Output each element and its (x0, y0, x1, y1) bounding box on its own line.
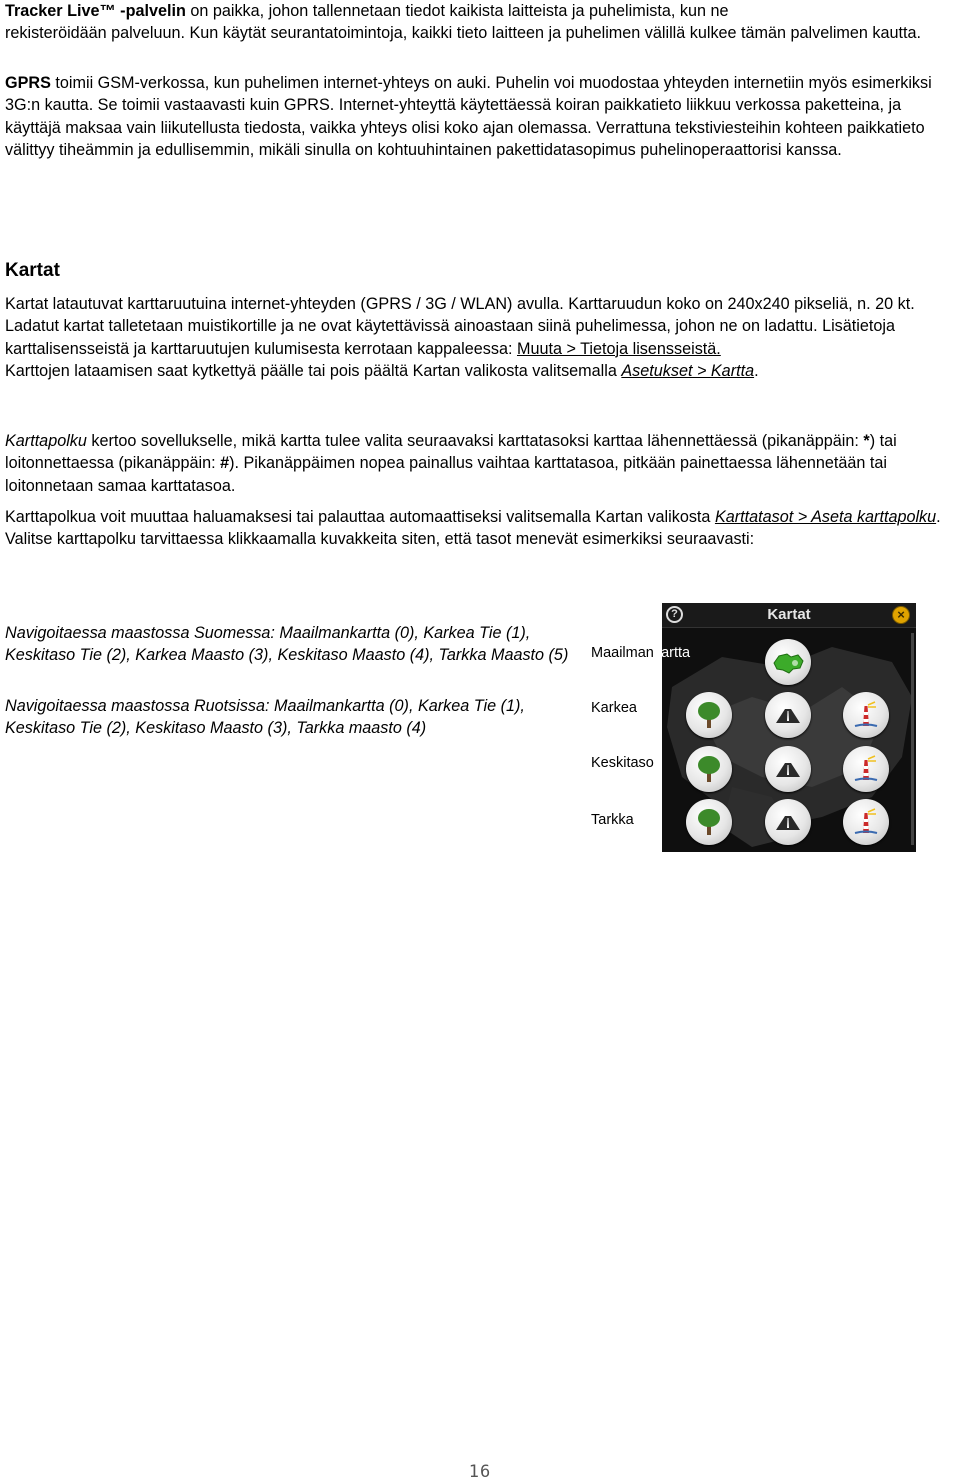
world-map-button[interactable] (765, 639, 811, 685)
paragraph-tracker-live (5, 0, 957, 45)
term-karttapolku: Karttapolku (5, 432, 87, 450)
phone-scrollbar[interactable] (911, 633, 914, 845)
phone-screenshot-kartat (662, 603, 916, 852)
label-maailm-part-a: Maailman (591, 645, 654, 661)
key-star: * (863, 432, 870, 450)
paragraph-gprs (5, 72, 957, 162)
nav-example-text: Navigoitaessa maastossa Suomessa: Maailmankartta (0), Karkea Tie (1), Keskitaso Tie (2), Karkea Maasto (3), Keskitaso Maasto (4), Tarkka Maasto (5) (5, 624, 569, 665)
paragraph-karttapolku (5, 430, 957, 497)
karttapolku-text-3: ). Pikanäppäimen nopea painallus vaihtaa karttatasoa, pitkään painettaessa lähennetään tai loitonnetaan samaa karttatasoa. (5, 454, 887, 495)
link-aseta-karttapolku[interactable]: Karttatasot > Aseta karttapolku (714, 508, 937, 526)
lighthouse-icon (843, 692, 889, 738)
heading-kartat: Kartat (5, 260, 60, 281)
tarkka-lighthouse-button[interactable] (843, 799, 889, 845)
karttapolku-text-2: ) tai loitonnettaessa (pikanäppäin: (5, 432, 897, 473)
link-tietoja-lisensseista[interactable]: Muuta > Tietoja lisensseistä. (516, 339, 721, 358)
lighthouse-icon (843, 799, 889, 845)
karkea-lighthouse-button[interactable] (843, 692, 889, 738)
gprs-text: toimii GSM-verkossa, kun puhelimen internet-yhteys on auki. Puhelin voi muodostaa yhteyden internetiin myös esimerkiksi 3G:n kautta. Se toimii vastaavasti kuin GPRS. Internet-yhteyttä käytettäessä koiran paikkatieto liikkuu verkossa paketteina, ja käyttäjä maksaa vain liikutellusta tiedosta, vaikka yhteys olisi koko ajan olemassa. Verrattuna tekstiviesteihin kohteen paikkatieto välittyy tiheämmin ja edullisemmin, mikäli sinulla on kohtuuhintainen pakettidatasopimus puhelinoperaattorisi kanssa. (5, 74, 932, 160)
close-icon[interactable]: × (892, 606, 910, 624)
label-maailm-part-b: kartta (653, 645, 691, 661)
phone-title: Kartat (767, 606, 811, 623)
kartat-text-1: Kartat latautuvat karttaruutuina internet-yhteyden (GPRS / 3G / WLAN) avulla. Karttaruudun koko on 240x240 pikseliä, n. 20 kt. Ladatut kartat talletetaan muistikortille ja ne ovat käytettävissä ainoastaan siinä puhelimessa, johon ne on ladattu. Lisätietoja karttalisensseistä ja karttaruutujen kulumisesta kerrotaan kappaleessa: (5, 295, 915, 358)
road-icon (765, 692, 811, 738)
term-gprs: GPRS (5, 74, 51, 92)
lighthouse-icon (843, 746, 889, 792)
link-asetukset-kartta[interactable]: Asetukset > Kartta (621, 362, 755, 381)
kartat-text-2: Karttojen lataamisen saat kytkettyä päälle tai pois päältä Kartan valikosta valitsemalla (5, 362, 622, 381)
keskitaso-road-button[interactable] (765, 746, 811, 792)
help-icon[interactable]: ? (666, 606, 683, 623)
road-icon (765, 799, 811, 845)
tree-icon (686, 692, 732, 738)
page-number: 16 (468, 1462, 492, 1482)
tree-icon (686, 799, 732, 845)
karkea-terrain-button[interactable] (686, 692, 732, 738)
label-tarkka: Tarkka (591, 812, 634, 828)
world-map-icon (765, 639, 811, 685)
tracker-text-2: rekisteröidään palveluun. Kun käytät seurantatoimintoja, kaikki tieto laitteen ja puhelimen välillä kulkee tämän palvelimen kautta. (5, 24, 922, 43)
keskitaso-terrain-button[interactable] (686, 746, 732, 792)
label-maailmankartta (591, 645, 690, 661)
karttapolku-text-1: kertoo sovellukselle, mikä kartta tulee valita seuraavaksi karttatasoksi karttaa lähennettäessä (pikanäppäin: (86, 432, 864, 450)
karkea-road-button[interactable] (765, 692, 811, 738)
term-tracker-live: Tracker Live™ -palvelin (5, 2, 186, 20)
nav-example-finland (5, 622, 575, 667)
tarkka-terrain-button[interactable] (686, 799, 732, 845)
paragraph-kartat (5, 293, 957, 383)
label-karkea: Karkea (591, 700, 637, 716)
key-hash: # (220, 454, 230, 473)
keskitaso-lighthouse-button[interactable] (843, 746, 889, 792)
paragraph-karttapolku-2 (5, 506, 957, 551)
road-icon (765, 746, 811, 792)
nav-example-text: Navigoitaessa maastossa Ruotsissa: Maailmankartta (0), Karkea Tie (1), Keskitaso Tie (2), Keskitaso Maasto (3), Tarkka maasto (4) (5, 697, 525, 738)
tarkka-road-button[interactable] (765, 799, 811, 845)
tree-icon (686, 746, 732, 792)
karttapolku2-text-2: . Valitse karttapolku tarvittaessa klikkaamalla kuvakkeita siten, että tasot menevät esimerkiksi seuraavasti: (5, 508, 941, 549)
karttapolku2-text-1: Karttapolkua voit muuttaa haluamaksesi tai palauttaa automaattiseksi valitsemalla Kartan valikosta (5, 508, 715, 526)
phone-title-bar (662, 603, 916, 628)
nav-example-sweden (5, 695, 575, 740)
tracker-text-1: on paikka, johon tallennetaan tiedot kaikista laitteista ja puhelimista, kun ne (185, 2, 729, 20)
kartat-text-2-end: . (754, 362, 759, 381)
label-keskitaso: Keskitaso (591, 755, 654, 771)
